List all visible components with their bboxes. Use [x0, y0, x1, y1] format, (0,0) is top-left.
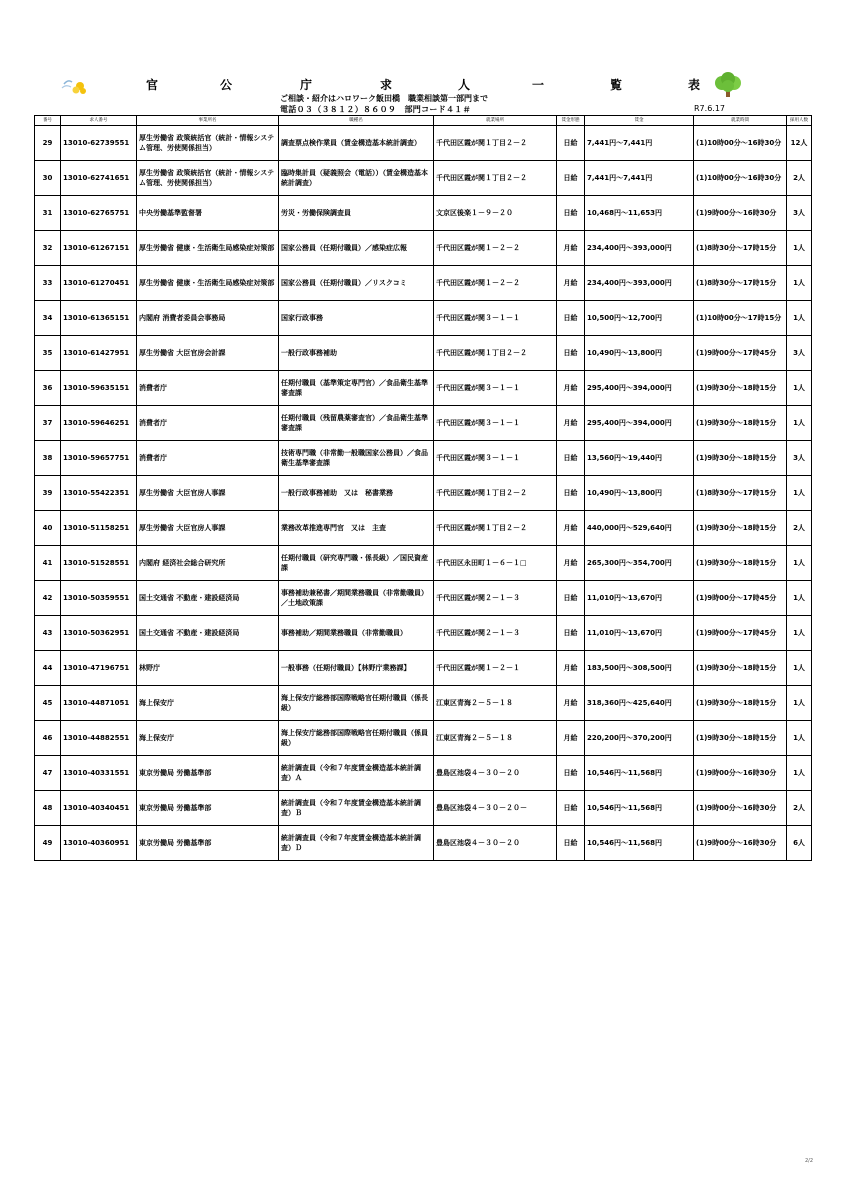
column-header: 賃金形態: [557, 116, 585, 126]
hire-count: 1人: [787, 476, 812, 511]
wage-range: 7,441円～7,441円: [585, 126, 694, 161]
pay-type: 日給: [557, 161, 585, 196]
employer-name: 国土交通省 不動産・建設経済局: [137, 581, 279, 616]
work-location: 千代田区霞が関２－１－３: [434, 581, 557, 616]
flower-icon: [58, 74, 88, 96]
pay-type: 月給: [557, 231, 585, 266]
row-number: 40: [35, 511, 61, 546]
work-hours: (1)9時30分～18時15分: [694, 371, 787, 406]
employer-name: 厚生労働省 大臣官房人事課: [137, 476, 279, 511]
row-number: 43: [35, 616, 61, 651]
work-hours: (1)8時30分～17時15分: [694, 266, 787, 301]
work-location: 豊島区池袋４－３０－２０: [434, 826, 557, 861]
job-title: 任期付職員（残留農薬審査官）／食品衛生基準審査課: [279, 406, 434, 441]
hire-count: 1人: [787, 721, 812, 756]
work-hours: (1)9時30分～18時15分: [694, 546, 787, 581]
hire-count: 2人: [787, 511, 812, 546]
wage-range: 10,546円～11,568円: [585, 791, 694, 826]
table-row: [35, 301, 812, 336]
pay-type: 月給: [557, 406, 585, 441]
table-row: [35, 616, 812, 651]
job-title: 業務改革推進専門官 又は 主査: [279, 511, 434, 546]
work-hours: (1)9時00分～16時30分: [694, 826, 787, 861]
hire-count: 2人: [787, 791, 812, 826]
pay-type: 月給: [557, 266, 585, 301]
table-row: [35, 791, 812, 826]
wage-range: 10,546円～11,568円: [585, 826, 694, 861]
phone-line: 電話０３（３８１２）８６０９ 部門コード４１＃: [280, 105, 471, 114]
job-id: 13010-59635151: [61, 371, 137, 406]
employer-name: 厚生労働省 健康・生活衛生局感染症対策部: [137, 231, 279, 266]
job-id: 13010-51158251: [61, 511, 137, 546]
work-location: 千代田区霞が関１丁目２－２: [434, 511, 557, 546]
hire-count: 1人: [787, 266, 812, 301]
job-id: 13010-55422351: [61, 476, 137, 511]
wage-range: 10,490円～13,800円: [585, 336, 694, 371]
hire-count: 1人: [787, 546, 812, 581]
page-number: 2/2: [805, 1158, 814, 1164]
job-rows: [35, 126, 812, 861]
work-location: 千代田区霞が関３－１－１: [434, 301, 557, 336]
job-title: 一般事務（任期付職員）【林野庁業務課】: [279, 651, 434, 686]
work-hours: (1)9時30分～18時15分: [694, 441, 787, 476]
work-location: 千代田区霞が関３－１－１: [434, 441, 557, 476]
job-id: 13010-61427951: [61, 336, 137, 371]
hire-count: 1人: [787, 301, 812, 336]
wage-range: 7,441円～7,441円: [585, 161, 694, 196]
table-row: [35, 756, 812, 791]
work-hours: (1)9時30分～18時15分: [694, 686, 787, 721]
job-id: 13010-40340451: [61, 791, 137, 826]
row-number: 31: [35, 196, 61, 231]
table-row: [35, 511, 812, 546]
work-hours: (1)9時00分～16時30分: [694, 196, 787, 231]
job-id: 13010-44882551: [61, 721, 137, 756]
job-title: 臨時集計員（疑義照会（電話））（賃金構造基本統計調査）: [279, 161, 434, 196]
row-number: 41: [35, 546, 61, 581]
table-row: [35, 406, 812, 441]
hire-count: 12人: [787, 126, 812, 161]
wage-range: 183,500円～308,500円: [585, 651, 694, 686]
row-number: 34: [35, 301, 61, 336]
work-location: 豊島区池袋４－３０－２０: [434, 756, 557, 791]
table-header-row: [35, 116, 812, 126]
job-id: 13010-40360951: [61, 826, 137, 861]
table-row: [35, 231, 812, 266]
employer-name: 消費者庁: [137, 371, 279, 406]
job-id: 13010-51528551: [61, 546, 137, 581]
job-title: 任期付職員（基準策定専門官）／食品衛生基準審査課: [279, 371, 434, 406]
pay-type: 月給: [557, 651, 585, 686]
row-number: 36: [35, 371, 61, 406]
job-id: 13010-62765751: [61, 196, 137, 231]
title-char: 公: [220, 78, 233, 92]
job-title: 海上保安庁総務部国際戦略官任期付職員（係長級）: [279, 686, 434, 721]
wage-range: 295,400円～394,000円: [585, 371, 694, 406]
work-location: 千代田区霞が関１－２－２: [434, 266, 557, 301]
wage-range: 234,400円～393,000円: [585, 266, 694, 301]
row-number: 44: [35, 651, 61, 686]
title-char: 官: [146, 78, 159, 92]
job-title: 事務補助／期間業務職員（非常勤職員）: [279, 616, 434, 651]
row-number: 37: [35, 406, 61, 441]
job-id: 13010-50359551: [61, 581, 137, 616]
pay-type: 日給: [557, 476, 585, 511]
table-row: [35, 476, 812, 511]
title-char: 覧: [610, 78, 623, 92]
column-header: 就業時間: [694, 116, 787, 126]
hire-count: 3人: [787, 196, 812, 231]
employer-name: 東京労働局 労働基準部: [137, 826, 279, 861]
table-row: [35, 546, 812, 581]
column-header: 就業場所: [434, 116, 557, 126]
hire-count: 1人: [787, 406, 812, 441]
wage-range: 234,400円～393,000円: [585, 231, 694, 266]
hire-count: 1人: [787, 616, 812, 651]
pay-type: 日給: [557, 616, 585, 651]
pay-type: 日給: [557, 336, 585, 371]
table-row: [35, 196, 812, 231]
table-row: [35, 441, 812, 476]
hire-count: 1人: [787, 581, 812, 616]
work-hours: (1)9時00分～16時30分: [694, 756, 787, 791]
hire-count: 1人: [787, 651, 812, 686]
work-hours: (1)9時00分～16時30分: [694, 791, 787, 826]
wage-range: 11,010円～13,670円: [585, 581, 694, 616]
work-location: 江東区青海２－５－１８: [434, 721, 557, 756]
work-location: 千代田区霞が関１丁目２－２: [434, 161, 557, 196]
title-char: 求: [380, 78, 393, 92]
title-char: 庁: [300, 78, 313, 92]
job-id: 13010-40331551: [61, 756, 137, 791]
work-hours: (1)9時30分～18時15分: [694, 406, 787, 441]
hire-count: 1人: [787, 231, 812, 266]
table-row: [35, 826, 812, 861]
employer-name: 内閣府 経済社会総合研究所: [137, 546, 279, 581]
pay-type: 日給: [557, 196, 585, 231]
work-location: 豊島区池袋４－３０－２０－: [434, 791, 557, 826]
row-number: 45: [35, 686, 61, 721]
employer-name: 消費者庁: [137, 441, 279, 476]
job-id: 13010-47196751: [61, 651, 137, 686]
work-hours: (1)9時30分～18時15分: [694, 651, 787, 686]
table-row: [35, 126, 812, 161]
pay-type: 日給: [557, 126, 585, 161]
job-title: 一般行政事務補助: [279, 336, 434, 371]
work-location: 千代田区霞が関３－１－１: [434, 406, 557, 441]
employer-name: 厚生労働省 大臣官房会計課: [137, 336, 279, 371]
employer-name: 東京労働局 労働基準部: [137, 756, 279, 791]
row-number: 32: [35, 231, 61, 266]
employer-name: 厚生労働省 健康・生活衛生局感染症対策部: [137, 266, 279, 301]
work-location: 千代田区霞が関１－２－１: [434, 651, 557, 686]
work-hours: (1)8時30分～17時15分: [694, 231, 787, 266]
title-char: 人: [458, 78, 471, 92]
job-id: 13010-59646251: [61, 406, 137, 441]
employer-name: 海上保安庁: [137, 686, 279, 721]
pay-type: 月給: [557, 511, 585, 546]
row-number: 35: [35, 336, 61, 371]
tree-icon: [708, 72, 748, 98]
column-header: 番号: [35, 116, 61, 126]
employer-name: 厚生労働省 大臣官房人事課: [137, 511, 279, 546]
pay-type: 日給: [557, 826, 585, 861]
job-title: 国家行政事務: [279, 301, 434, 336]
job-title: 労災・労働保険調査員: [279, 196, 434, 231]
hire-count: 1人: [787, 686, 812, 721]
column-header: 求人番号: [61, 116, 137, 126]
wage-range: 10,468円～11,653円: [585, 196, 694, 231]
hire-count: 3人: [787, 441, 812, 476]
title-char: 一: [532, 78, 545, 92]
work-hours: (1)9時30分～18時15分: [694, 721, 787, 756]
row-number: 48: [35, 791, 61, 826]
work-hours: (1)10時00分～17時15分: [694, 301, 787, 336]
work-hours: (1)10時00分～16時30分: [694, 126, 787, 161]
job-id: 13010-62741651: [61, 161, 137, 196]
row-number: 39: [35, 476, 61, 511]
document-date: R7.6.17: [694, 104, 726, 113]
wage-range: 265,300円～354,700円: [585, 546, 694, 581]
work-location: 文京区後楽１－９－２０: [434, 196, 557, 231]
employer-name: 国土交通省 不動産・建設経済局: [137, 616, 279, 651]
wage-range: 10,500円～12,700円: [585, 301, 694, 336]
wage-range: 13,560円～19,440円: [585, 441, 694, 476]
wage-range: 318,360円～425,640円: [585, 686, 694, 721]
hire-count: 2人: [787, 161, 812, 196]
work-location: 江東区青海２－５－１８: [434, 686, 557, 721]
employer-name: 厚生労働省 政策統括官（統計・情報システム管理、労使関係担当）: [137, 161, 279, 196]
table-row: [35, 581, 812, 616]
work-location: 千代田区霞が関１丁目２－２: [434, 126, 557, 161]
row-number: 33: [35, 266, 61, 301]
pay-type: 月給: [557, 546, 585, 581]
pay-type: 日給: [557, 581, 585, 616]
job-id: 13010-50362951: [61, 616, 137, 651]
work-hours: (1)9時30分～18時15分: [694, 511, 787, 546]
row-number: 42: [35, 581, 61, 616]
hire-count: 6人: [787, 826, 812, 861]
row-number: 47: [35, 756, 61, 791]
job-title: 技術専門職（非常勤一般職国家公務員）／食品衛生基準審査課: [279, 441, 434, 476]
pay-type: 月給: [557, 721, 585, 756]
work-location: 千代田区霞が関１－２－２: [434, 231, 557, 266]
table-row: [35, 651, 812, 686]
pay-type: 日給: [557, 791, 585, 826]
wage-range: 11,010円～13,670円: [585, 616, 694, 651]
work-hours: (1)9時00分～17時45分: [694, 616, 787, 651]
job-title: 一般行政事務補助 又は 秘書業務: [279, 476, 434, 511]
work-hours: (1)9時00分～17時45分: [694, 336, 787, 371]
work-location: 千代田区永田町１－６－１□: [434, 546, 557, 581]
work-hours: (1)9時00分～17時45分: [694, 581, 787, 616]
hire-count: 1人: [787, 371, 812, 406]
table-row: [35, 161, 812, 196]
column-header: 職種名: [279, 116, 434, 126]
job-title: 国家公務員（任期付職員）／感染症広報: [279, 231, 434, 266]
title-char: 表: [688, 78, 701, 92]
work-location: 千代田区霞が関３－１－１: [434, 371, 557, 406]
work-location: 千代田区霞が関２－１－３: [434, 616, 557, 651]
job-title: 海上保安庁総務部国際戦略官任期付職員（係員級）: [279, 721, 434, 756]
employer-name: 消費者庁: [137, 406, 279, 441]
row-number: 46: [35, 721, 61, 756]
work-location: 千代田区霞が関１丁目２－２: [434, 336, 557, 371]
job-listing-table: [34, 115, 812, 861]
hire-count: 1人: [787, 756, 812, 791]
pay-type: 日給: [557, 301, 585, 336]
job-id: 13010-61365151: [61, 301, 137, 336]
job-id: 13010-44871051: [61, 686, 137, 721]
employer-name: 中央労働基準監督署: [137, 196, 279, 231]
pay-type: 月給: [557, 686, 585, 721]
table-row: [35, 721, 812, 756]
job-title: 事務補助兼秘書／期間業務職員（非常勤職員）／土地政策課: [279, 581, 434, 616]
row-number: 29: [35, 126, 61, 161]
job-title: 統計調査員（令和７年度賃金構造基本統計調査）Ｄ: [279, 826, 434, 861]
contact-line: ご相談・紹介はハロワーク飯田橋 職業相談第一部門まで: [280, 94, 488, 103]
wage-range: 295,400円～394,000円: [585, 406, 694, 441]
row-number: 30: [35, 161, 61, 196]
employer-name: 厚生労働省 政策統括官（統計・情報システム管理、労使関係担当）: [137, 126, 279, 161]
pay-type: 月給: [557, 371, 585, 406]
column-header: 賃金: [585, 116, 694, 126]
employer-name: 内閣府 消費者委員会事務局: [137, 301, 279, 336]
employer-name: 林野庁: [137, 651, 279, 686]
work-location: 千代田区霞が関１丁目２－２: [434, 476, 557, 511]
wage-range: 220,200円～370,200円: [585, 721, 694, 756]
work-hours: (1)8時30分～17時15分: [694, 476, 787, 511]
hire-count: 3人: [787, 336, 812, 371]
table-row: [35, 266, 812, 301]
job-id: 13010-61270451: [61, 266, 137, 301]
employer-name: 東京労働局 労働基準部: [137, 791, 279, 826]
row-number: 38: [35, 441, 61, 476]
row-number: 49: [35, 826, 61, 861]
work-hours: (1)10時00分～16時30分: [694, 161, 787, 196]
job-title: 任期付職員（研究専門職・係長級）／国民資産課: [279, 546, 434, 581]
job-id: 13010-61267151: [61, 231, 137, 266]
pay-type: 日給: [557, 441, 585, 476]
job-title: 調査票点検作業員（賃金構造基本統計調査）: [279, 126, 434, 161]
job-id: 13010-62739551: [61, 126, 137, 161]
table-row: [35, 686, 812, 721]
employer-name: 海上保安庁: [137, 721, 279, 756]
wage-range: 10,546円～11,568円: [585, 756, 694, 791]
table-row: [35, 336, 812, 371]
job-title: 統計調査員（令和７年度賃金構造基本統計調査）Ａ: [279, 756, 434, 791]
job-title: 統計調査員（令和７年度賃金構造基本統計調査）Ｂ: [279, 791, 434, 826]
column-header: 事業所名: [137, 116, 279, 126]
column-header: 採用人数: [787, 116, 812, 126]
pay-type: 日給: [557, 756, 585, 791]
table-row: [35, 371, 812, 406]
job-id: 13010-59657751: [61, 441, 137, 476]
job-title: 国家公務員（任期付職員）／リスクコミ: [279, 266, 434, 301]
wage-range: 10,490円～13,800円: [585, 476, 694, 511]
wage-range: 440,000円～529,640円: [585, 511, 694, 546]
